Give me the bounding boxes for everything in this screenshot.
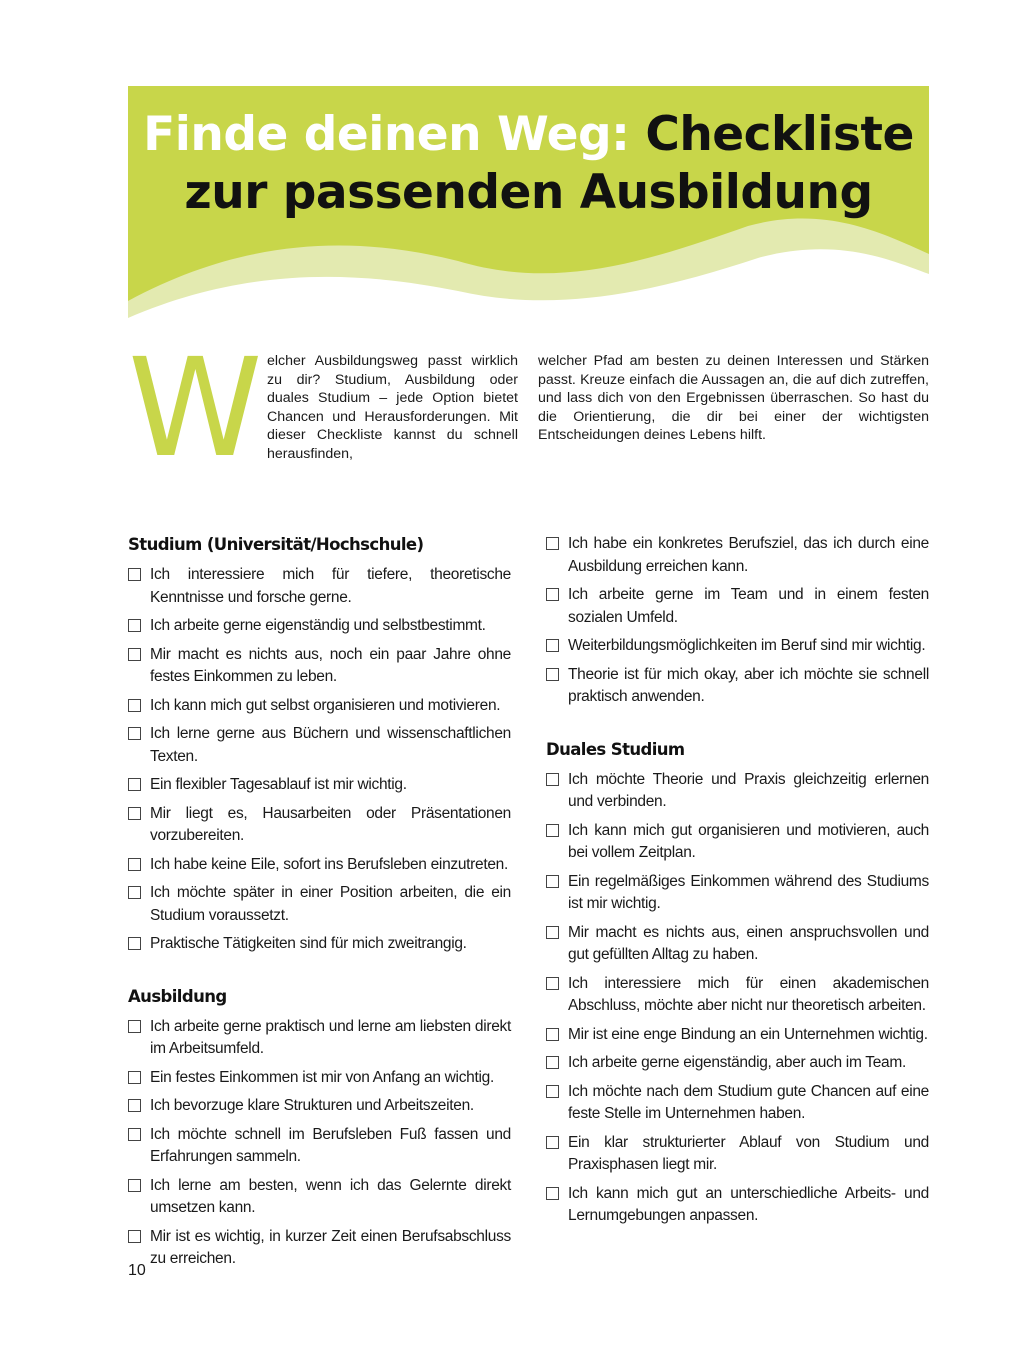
checklist-item-label: Ein regelmäßiges Einkommen während des Studiums ist mir wichtig. — [568, 872, 929, 912]
checklist-item[interactable] — [128, 615, 511, 638]
checklist-item-label: Mir macht es nichts aus, noch ein paar Jahre ohne festes Einkommen zu leben. — [150, 645, 511, 685]
checklist-item[interactable] — [128, 774, 511, 797]
checkbox[interactable] — [546, 824, 559, 837]
checkbox[interactable] — [546, 1085, 559, 1098]
checklist-item[interactable] — [546, 820, 929, 865]
checkbox[interactable] — [128, 568, 141, 581]
checklist-item[interactable] — [546, 769, 929, 814]
checklist-item[interactable] — [546, 973, 929, 1018]
checklist-item[interactable] — [546, 871, 929, 916]
checklist-item-label: Ich kann mich gut an unterschiedliche Arbeits- und Lernumgebungen anpassen. — [568, 1184, 929, 1224]
checklist-item[interactable] — [128, 882, 511, 927]
checklist-item-label: Praktische Tätigkeiten sind für mich zweitrangig. — [150, 935, 467, 952]
checkbox[interactable] — [546, 1136, 559, 1149]
section-title-studium: Studium (Universität/Hochschule) — [128, 535, 424, 554]
checklist-ausbildung-part-1 — [128, 1016, 511, 1271]
checklist-item-label: Ein flexibler Tagesablauf ist mir wichtig. — [150, 776, 407, 793]
checklist-item[interactable] — [128, 723, 511, 768]
intro-text — [128, 330, 929, 488]
checkbox[interactable] — [546, 977, 559, 990]
checklist-item[interactable] — [128, 695, 511, 718]
page-title — [128, 106, 929, 222]
checklist-item-label: Mir ist eine enge Bindung an ein Unternehmen wichtig. — [568, 1025, 928, 1043]
title-rest: Checkliste — [645, 107, 914, 162]
checklist-item[interactable] — [128, 1124, 511, 1169]
checklist-item[interactable] — [546, 1132, 929, 1177]
checkbox[interactable] — [546, 926, 559, 939]
page-number: 10 — [128, 1262, 146, 1279]
checkbox[interactable] — [546, 1056, 559, 1069]
checkbox[interactable] — [128, 1179, 141, 1192]
checklist-item[interactable] — [546, 533, 929, 578]
checkbox[interactable] — [128, 1128, 141, 1141]
checklist-item[interactable] — [128, 1067, 511, 1090]
checklist-item[interactable] — [128, 1226, 511, 1271]
checklist-item-label: Ich kann mich gut selbst organisieren und motivieren. — [150, 696, 501, 714]
intro-column-2: welcher Pfad am besten zu deinen Interessen und Stärken passt. Kreuze einfach die Aussagen an, die auf dich zutreffen, und lass dich von den Ergebnissen überraschen. So hast du die Orientierung, die dir bei einer der wichtigsten Entscheidungen deines Lebens hilft. — [538, 353, 929, 443]
checkbox[interactable] — [128, 699, 141, 712]
checkbox[interactable] — [546, 773, 559, 786]
checklist-item[interactable] — [546, 1024, 929, 1047]
checklist-studium — [128, 564, 511, 956]
checklist-item[interactable] — [546, 922, 929, 967]
checklist-item-label: Ich möchte Theorie und Praxis gleichzeitig erlernen und verbinden. — [568, 770, 929, 810]
checkbox[interactable] — [128, 1230, 141, 1243]
checkbox[interactable] — [128, 648, 141, 661]
dropcap: W — [128, 330, 257, 488]
checklist-item-label: Ich bevorzuge klare Strukturen und Arbeitszeiten. — [150, 1097, 474, 1114]
checklist-item[interactable] — [128, 933, 511, 956]
checklist-duales-studium — [546, 769, 929, 1228]
checkbox[interactable] — [546, 668, 559, 681]
checklist-item-label: Weiterbildungsmöglichkeiten im Beruf sind mir wichtig. — [568, 637, 926, 654]
checklist-item-label: Ein festes Einkommen ist mir von Anfang an wichtig. — [150, 1068, 494, 1086]
checklist-item[interactable] — [128, 803, 511, 848]
checkbox[interactable] — [546, 1187, 559, 1200]
checkbox[interactable] — [128, 727, 141, 740]
checkbox[interactable] — [128, 807, 141, 820]
title-banner — [128, 86, 929, 322]
checklist-ausbildung-part-2 — [546, 533, 929, 709]
checklist-item-label: Ich arbeite gerne eigenständig und selbstbestimmt. — [150, 617, 486, 634]
left-column — [128, 534, 511, 1277]
checkbox[interactable] — [128, 619, 141, 632]
checklist-item[interactable] — [128, 1095, 511, 1118]
checklist-item-label: Theorie ist für mich okay, aber ich möchte sie schnell praktisch anwenden. — [568, 665, 929, 705]
right-column — [546, 533, 929, 1234]
checklist-item-label: Mir ist es wichtig, in kurzer Zeit einen Berufsabschluss zu erreichen. — [150, 1227, 511, 1267]
title-line-2: zur passenden Ausbildung — [184, 165, 873, 220]
checkbox[interactable] — [128, 858, 141, 871]
checklist-item-label: Ich interessiere mich für einen akademischen Abschluss, möchte aber nicht nur theoretisch arbeiten. — [568, 974, 929, 1014]
checkbox[interactable] — [546, 588, 559, 601]
checklist-item[interactable] — [546, 1081, 929, 1126]
checklist-item-label: Ich arbeite gerne eigenständig, aber auch im Team. — [568, 1054, 906, 1071]
checklist-item-label: Ich habe ein konkretes Berufsziel, das ich durch eine Ausbildung erreichen kann. — [568, 535, 929, 575]
checklist-item-label: Ich lerne am besten, wenn ich das Gelernte direkt umsetzen kann. — [150, 1176, 511, 1216]
checkbox[interactable] — [128, 1020, 141, 1033]
checklist-item[interactable] — [546, 1183, 929, 1228]
section-title-ausbildung: Ausbildung — [128, 986, 227, 1006]
checkbox[interactable] — [546, 639, 559, 652]
title-highlight: Finde deinen Weg: — [143, 107, 646, 162]
checklist-item-label: Ich kann mich gut organisieren und motivieren, auch bei vollem Zeitplan. — [568, 821, 929, 861]
checklist-item[interactable] — [128, 1175, 511, 1220]
checklist-item-label: Ich möchte später in einer Position arbeiten, die ein Studium voraussetzt. — [150, 884, 511, 924]
checkbox[interactable] — [128, 886, 141, 899]
checklist-item[interactable] — [546, 664, 929, 709]
checklist-item[interactable] — [128, 854, 511, 877]
checkbox[interactable] — [546, 1028, 559, 1041]
checklist-item-label: Ich arbeite gerne im Team und in einem festen sozialen Umfeld. — [568, 586, 929, 626]
checklist-item-label: Ich lerne gerne aus Büchern und wissenschaftlichen Texten. — [150, 725, 511, 765]
checklist-item-label: Ich habe keine Eile, sofort ins Berufsleben einzutreten. — [150, 855, 509, 873]
checklist-item-label: Ich möchte schnell im Berufsleben Fuß fassen und Erfahrungen sammeln. — [150, 1125, 511, 1165]
checkbox[interactable] — [128, 1099, 141, 1112]
checklist-item-label: Mir macht es nichts aus, einen anspruchsvollen und gut gefüllten Alltag zu haben. — [568, 923, 929, 963]
checklist-item[interactable] — [128, 644, 511, 689]
checklist-item-label: Mir liegt es, Hausarbeiten oder Präsentationen vorzubereiten. — [150, 804, 511, 844]
checklist-item-label: Ich möchte nach dem Studium gute Chancen auf eine feste Stelle im Unternehmen haben. — [568, 1082, 929, 1122]
checkbox[interactable] — [546, 537, 559, 550]
checklist-item[interactable] — [546, 635, 929, 658]
checkbox[interactable] — [128, 778, 141, 791]
intro-column-1: elcher Ausbildungsweg passt wirklich zu dir? Studium, Ausbildung oder duales Studium – jede Option bietet Chancen und Herausforderungen. Mit dieser Checkliste kannst du schnell herausfinden, — [267, 353, 518, 462]
checkbox[interactable] — [128, 1071, 141, 1084]
checkbox[interactable] — [546, 875, 559, 888]
checklist-item-label: Ich interessiere mich für tiefere, theoretische Kenntnisse und forsche gerne. — [150, 566, 511, 606]
checklist-item[interactable] — [128, 1016, 511, 1061]
checkbox[interactable] — [128, 937, 141, 950]
checklist-item-label: Ich arbeite gerne praktisch und lerne am liebsten direkt im Arbeitsumfeld. — [150, 1017, 511, 1057]
checklist-item[interactable] — [546, 1052, 929, 1075]
checklist-item[interactable] — [546, 584, 929, 629]
checklist-item[interactable] — [128, 564, 511, 609]
section-title-duales-studium: Duales Studium — [546, 739, 685, 759]
checklist-item-label: Ein klar strukturierter Ablauf von Studium und Praxisphasen liegt mir. — [568, 1133, 929, 1173]
